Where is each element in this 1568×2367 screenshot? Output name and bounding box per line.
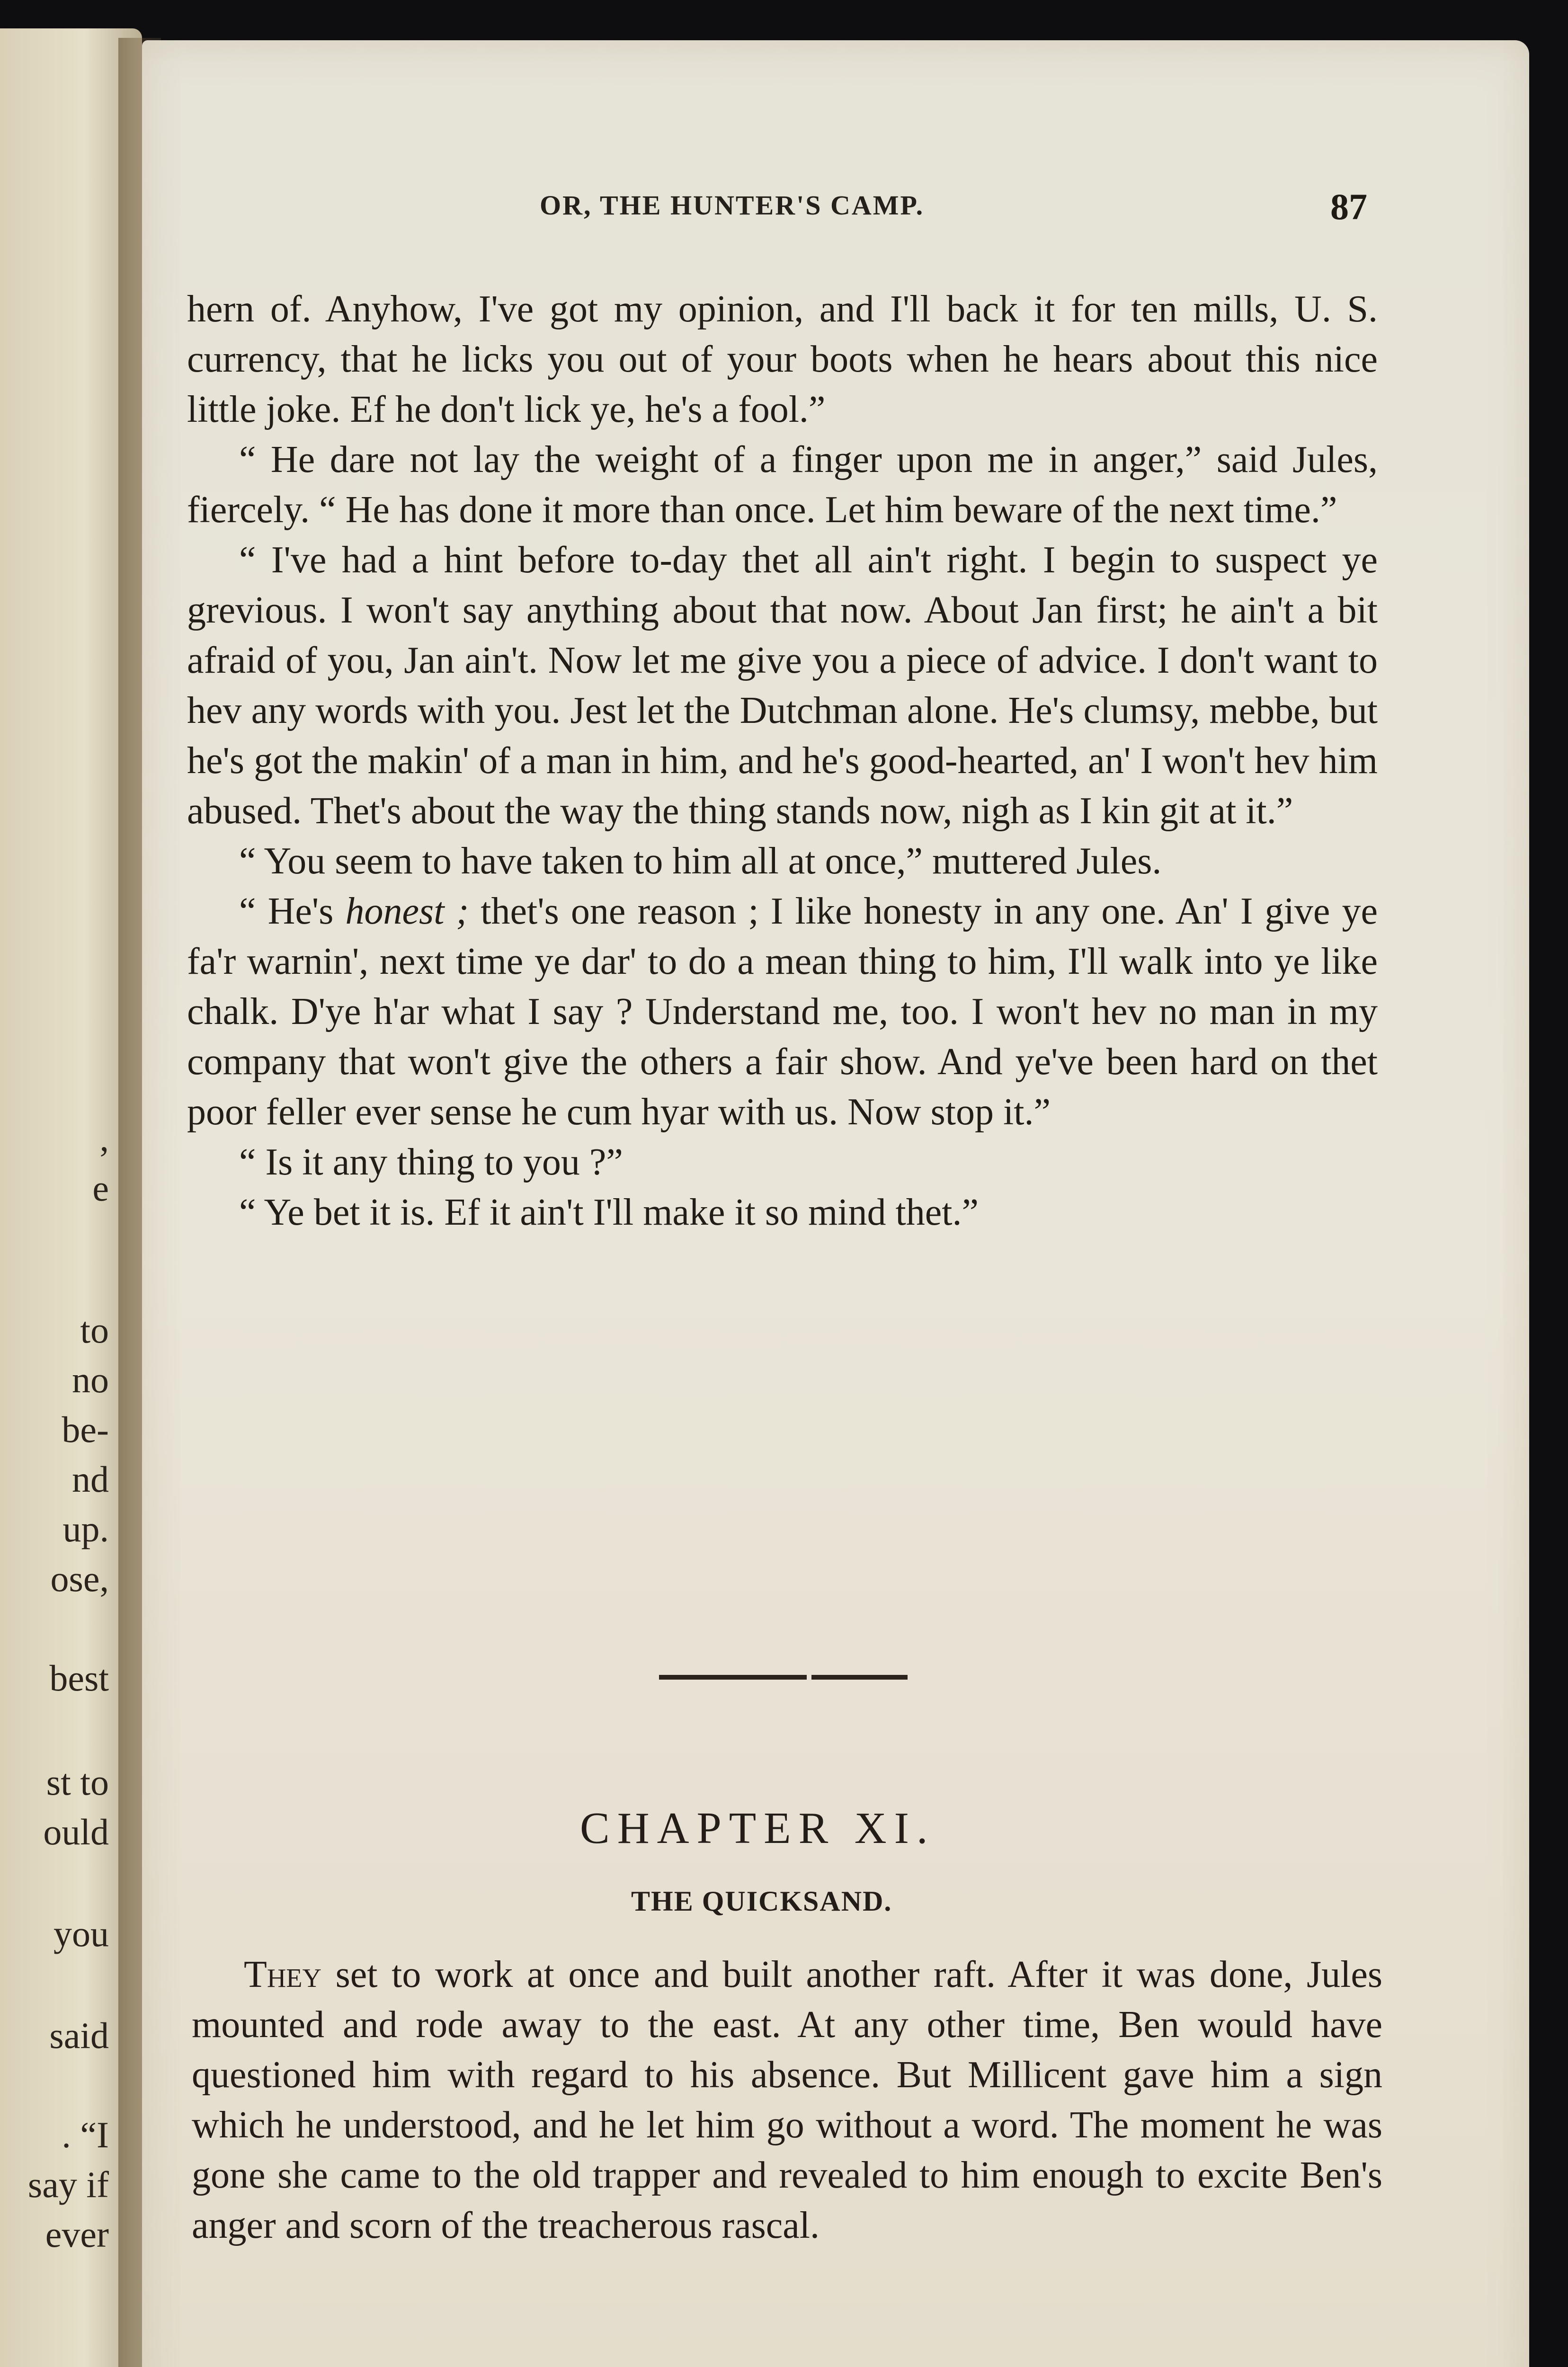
page-number: 87 — [1330, 186, 1367, 227]
facing-fragment: you — [53, 1913, 109, 1954]
chapter-title: CHAPTER XI. — [580, 1804, 935, 1853]
paragraph: hern of. Anyhow, I've got my opinion, and I'll back it for ten mills, U. S. currency, that he licks you out of your boots when he hears about this nice little joke. Ef he don't lick ye, he's a fool.” — [187, 288, 1378, 430]
facing-fragment: to — [80, 1309, 109, 1351]
paragraph: “ Is it any thing to you ?” — [239, 1141, 623, 1183]
running-header: OR, THE HUNTER'S CAMP. — [540, 190, 925, 221]
paragraph-honest — [187, 886, 1378, 1137]
facing-fragment: ould — [43, 1811, 109, 1852]
facing-fragment: e — [92, 1167, 109, 1209]
body-text — [187, 284, 1378, 1237]
chapter-first-word: They — [244, 1954, 321, 1995]
facing-fragment: ever — [45, 2214, 109, 2255]
honest-prefix: “ He's — [239, 890, 346, 932]
paragraph: “ Ye bet it is. Ef it ain't I'll make it so mind thet.” — [239, 1192, 979, 1233]
paragraph: “ He dare not lay the weight of a finger upon me in anger,” said Jules, fiercely. “ He has done it more than once. Let him beware of the next time.” — [187, 439, 1378, 531]
facing-fragment: say if — [27, 2164, 109, 2205]
facing-page-text — [0, 28, 118, 2367]
paragraph-continuation: An' I give ye fa'r warnin', next time ye dar' to do a mean thing to him, I'll walk into ye like chalk. D'ye h'ar what I say ? Understand me, too. I won't hev no man in my company that won't give the others a fair show. And ye've been hard on thet poor feller ever sense he cum hyar with us. Now stop it.” — [187, 890, 1378, 1133]
facing-fragment: st to — [46, 1762, 109, 1803]
honest-suffix: thet's one reason ; I like honesty in any one. — [469, 890, 1166, 932]
facing-fragment: be- — [62, 1409, 109, 1450]
facing-fragment: best — [49, 1657, 109, 1699]
facing-fragment: . “I — [62, 2114, 109, 2155]
facing-fragment: said — [49, 2015, 109, 2056]
chapter-paragraph — [192, 1949, 1382, 2251]
paragraph: “ You seem to have taken to him all at once,” muttered Jules. — [239, 840, 1162, 882]
facing-fragment: no — [72, 1359, 109, 1400]
chapter-text: set to work at once and built another raft. After it was done, Jules mounted and rode away to the east. At any other time, Ben would have questioned him with regard to his absence. But Millicent gave him a sign which he understood, and he let him go without a word. The moment he was gone she came to the old trapper and revealed to him enough to excite Ben's anger and scorn of the treacherous rascal. — [192, 1954, 1382, 2246]
facing-fragment: nd — [72, 1459, 109, 1500]
facing-fragment: up. — [62, 1508, 109, 1549]
facing-fragment: , — [99, 1118, 109, 1159]
paragraph: “ I've had a hint before to-day thet all ain't right. I begin to suspect ye grevious. I won't say anything about that now. About Jan first; he ain't a bit afraid of you, Jan ain't. Now let me give you a piece of advice. I don't want to hev any words with you. Jest let the Dutchman alone. He's clumsy, mebbe, but he's got the makin' of a man in him, and he's good-hearted, an' I won't hev him abused. Thet's about the way the thing stands now, nigh as I kin git at it.” — [187, 539, 1378, 832]
honest-italic: honest ; — [345, 890, 469, 932]
chapter-subtitle: THE QUICKSAND. — [631, 1886, 892, 1917]
section-divider — [659, 1675, 908, 1680]
chapter-body — [192, 1949, 1382, 2251]
facing-fragment: ose, — [50, 1558, 109, 1599]
